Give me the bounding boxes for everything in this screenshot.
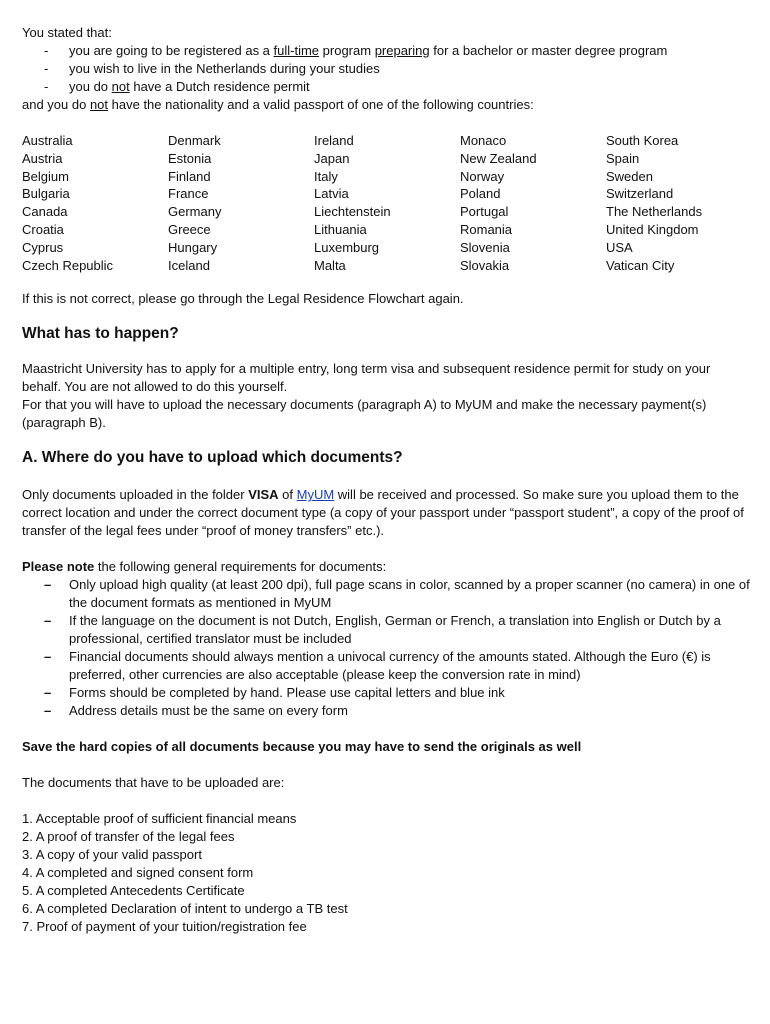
country-column bbox=[314, 132, 460, 274]
country-name: Liechtenstein bbox=[314, 204, 391, 220]
country-name: Slovenia bbox=[460, 239, 510, 255]
underlined-word: full-time bbox=[273, 43, 320, 58]
country-name: Lithuania bbox=[314, 221, 367, 237]
country-name: Romania bbox=[460, 221, 513, 237]
requirements-list bbox=[22, 576, 752, 720]
country-name: Poland bbox=[460, 186, 501, 202]
what-paragraph-1: Maastricht University has to apply for a multiple entry, long term visa and subsequent residence permit for study on your behalf. You are not allowed to do this yourself. bbox=[22, 361, 711, 395]
save-hard-copies-note: Save the hard copies of all documents because you may have to send the originals as well bbox=[22, 739, 582, 755]
country-name: Australia bbox=[22, 133, 73, 148]
visa-folder: VISA bbox=[248, 487, 279, 503]
section-a-heading: A. Where do you have to upload which documents? bbox=[22, 449, 403, 467]
country-name: The Netherlands bbox=[606, 204, 703, 220]
country-name: Italy bbox=[314, 168, 338, 184]
what-paragraph-2: For that you will have to upload the necessary documents (paragraph A) to MyUM and make the necessary payment(s) (paragraph B). bbox=[22, 397, 707, 431]
country-name: Croatia bbox=[22, 221, 64, 237]
country-name: Malta bbox=[314, 257, 346, 273]
country-name: Belgium bbox=[22, 168, 69, 184]
country-column bbox=[606, 132, 752, 274]
stated-label: You stated that: bbox=[22, 25, 112, 40]
myum-link[interactable]: MyUM bbox=[296, 487, 335, 503]
country-name: USA bbox=[606, 239, 633, 255]
country-name: France bbox=[168, 186, 209, 202]
stated-item: - you wish to live in the Netherlands during your studies bbox=[22, 60, 752, 78]
underlined-word: not bbox=[89, 97, 109, 112]
country-name: Germany bbox=[168, 204, 222, 220]
requirement-item: – Address details must be the same on every form bbox=[22, 702, 752, 720]
document-item: 5. A completed Antecedents Certificate bbox=[22, 883, 245, 899]
country-name: Iceland bbox=[168, 257, 210, 273]
requirement-item: – Forms should be completed by hand. Please use capital letters and blue ink bbox=[22, 684, 752, 702]
country-name: Portugal bbox=[460, 204, 509, 220]
stated-item: - you do not have a Dutch residence permit bbox=[22, 78, 752, 96]
underlined-word: not bbox=[111, 79, 130, 94]
upload-paragraph: Only documents uploaded in the folder VISA of MyUM will be received and processed. So make sure you upload them to the correct location and under the correct document type (a copy of your passport under “passport student”, a copy of the proof of transfer of the legal fees under “proof of money transfers” etc.). bbox=[22, 487, 744, 539]
country-name: Bulgaria bbox=[22, 186, 70, 202]
country-name: Cyprus bbox=[22, 239, 64, 255]
requirement-item: – If the language on the document is not Dutch, English, German or French, a translation into English or Dutch by a professional, certified translator must be included bbox=[22, 612, 752, 648]
country-name: Luxemburg bbox=[314, 239, 380, 255]
country-name: Austria bbox=[22, 150, 63, 166]
country-name: Denmark bbox=[168, 133, 221, 148]
stated-item: - you are going to be registered as a full-time program preparing for a bachelor or master degree program bbox=[22, 42, 752, 60]
requirements-intro: Please note the following general requirements for documents: bbox=[22, 559, 387, 575]
country-name: Switzerland bbox=[606, 186, 674, 202]
document-item: 4. A completed and signed consent form bbox=[22, 865, 254, 881]
country-name: South Korea bbox=[606, 133, 679, 148]
document-item: 3. A copy of your valid passport bbox=[22, 847, 202, 863]
country-column bbox=[460, 132, 606, 274]
document-item: 1. Acceptable proof of sufficient financial means bbox=[22, 811, 297, 827]
country-name: Finland bbox=[168, 168, 211, 184]
document-item: 6. A completed Declaration of intent to undergo a TB test bbox=[22, 901, 348, 917]
country-name: Ireland bbox=[314, 133, 354, 148]
flowchart-note: If this is not correct, please go through the Legal Residence Flowchart again. bbox=[22, 291, 464, 307]
country-name: New Zealand bbox=[460, 150, 537, 166]
country-name: Vatican City bbox=[606, 257, 675, 273]
country-name: Greece bbox=[168, 221, 211, 237]
country-name: Hungary bbox=[168, 239, 218, 255]
document-item: 7. Proof of payment of your tuition/registration fee bbox=[22, 919, 307, 935]
requirement-item: – Financial documents should always mention a univocal currency of the amounts stated. Although the Euro (€) is preferred, other currencies are also acceptable (please keep the conversion rate in mind) bbox=[22, 648, 752, 684]
country-name: Czech Republic bbox=[22, 257, 114, 273]
country-name: Norway bbox=[460, 168, 505, 184]
country-name: Estonia bbox=[168, 150, 212, 166]
country-name: Spain bbox=[606, 150, 640, 166]
nationality-statement: and you do not have the nationality and a valid passport of one of the following countries: bbox=[22, 97, 534, 112]
country-name: Slovakia bbox=[460, 257, 510, 273]
country-column bbox=[168, 132, 314, 274]
document-page bbox=[22, 24, 752, 936]
document-item: 2. A proof of transfer of the legal fees bbox=[22, 829, 235, 845]
country-name: Japan bbox=[314, 150, 350, 166]
documents-list bbox=[22, 810, 752, 936]
what-heading: What has to happen? bbox=[22, 325, 179, 343]
country-table bbox=[22, 132, 752, 274]
country-name: Sweden bbox=[606, 168, 653, 184]
country-name: United Kingdom bbox=[606, 221, 699, 237]
country-name: Canada bbox=[22, 204, 68, 220]
country-column bbox=[22, 132, 168, 274]
stated-list bbox=[22, 42, 752, 96]
country-name: Monaco bbox=[460, 133, 507, 148]
underlined-word: preparing bbox=[374, 43, 430, 58]
requirement-item: – Only upload high quality (at least 200 dpi), full page scans in color, scanned by a proper scanner (no camera) in one of the document formats as mentioned in MyUM bbox=[22, 576, 752, 612]
country-name: Latvia bbox=[314, 186, 349, 202]
documents-intro: The documents that have to be uploaded are: bbox=[22, 775, 285, 791]
